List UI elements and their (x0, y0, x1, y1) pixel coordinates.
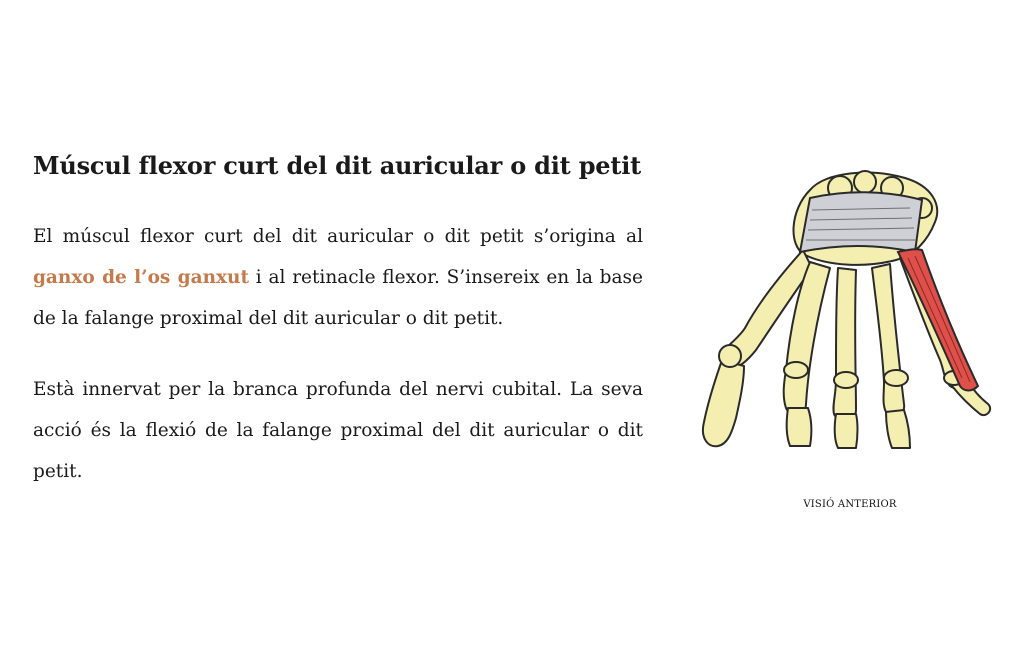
paragraph-innervation: Està innervat per la branca profunda del nervi cubital. La seva acció és la flexió de la falange proximal del dit auricular o dit petit. (33, 379, 643, 482)
page-title: Múscul flexor curt del dit auricular o dit petit (33, 151, 642, 180)
hand-anatomy-illustration (660, 160, 1000, 460)
retinaculum-band (800, 192, 922, 252)
article (33, 150, 643, 522)
hook-of-hamate-link[interactable]: ganxo de l’os ganxut (33, 267, 250, 288)
flexor-muscle (898, 249, 978, 390)
hand-skeleton-drawing (660, 160, 1000, 460)
paragraph-origin (33, 216, 643, 339)
paragraph-origin-text-start: El múscul flexor curt del dit auricular o dit petit s’origina al (33, 226, 643, 247)
figure-caption: VISIÓ ANTERIOR (803, 499, 897, 510)
paragraph-origin-text-end: i al retinacle flexor. S’insereix en la base de la falange proximal del dit auricular o dit petit. (33, 267, 643, 329)
